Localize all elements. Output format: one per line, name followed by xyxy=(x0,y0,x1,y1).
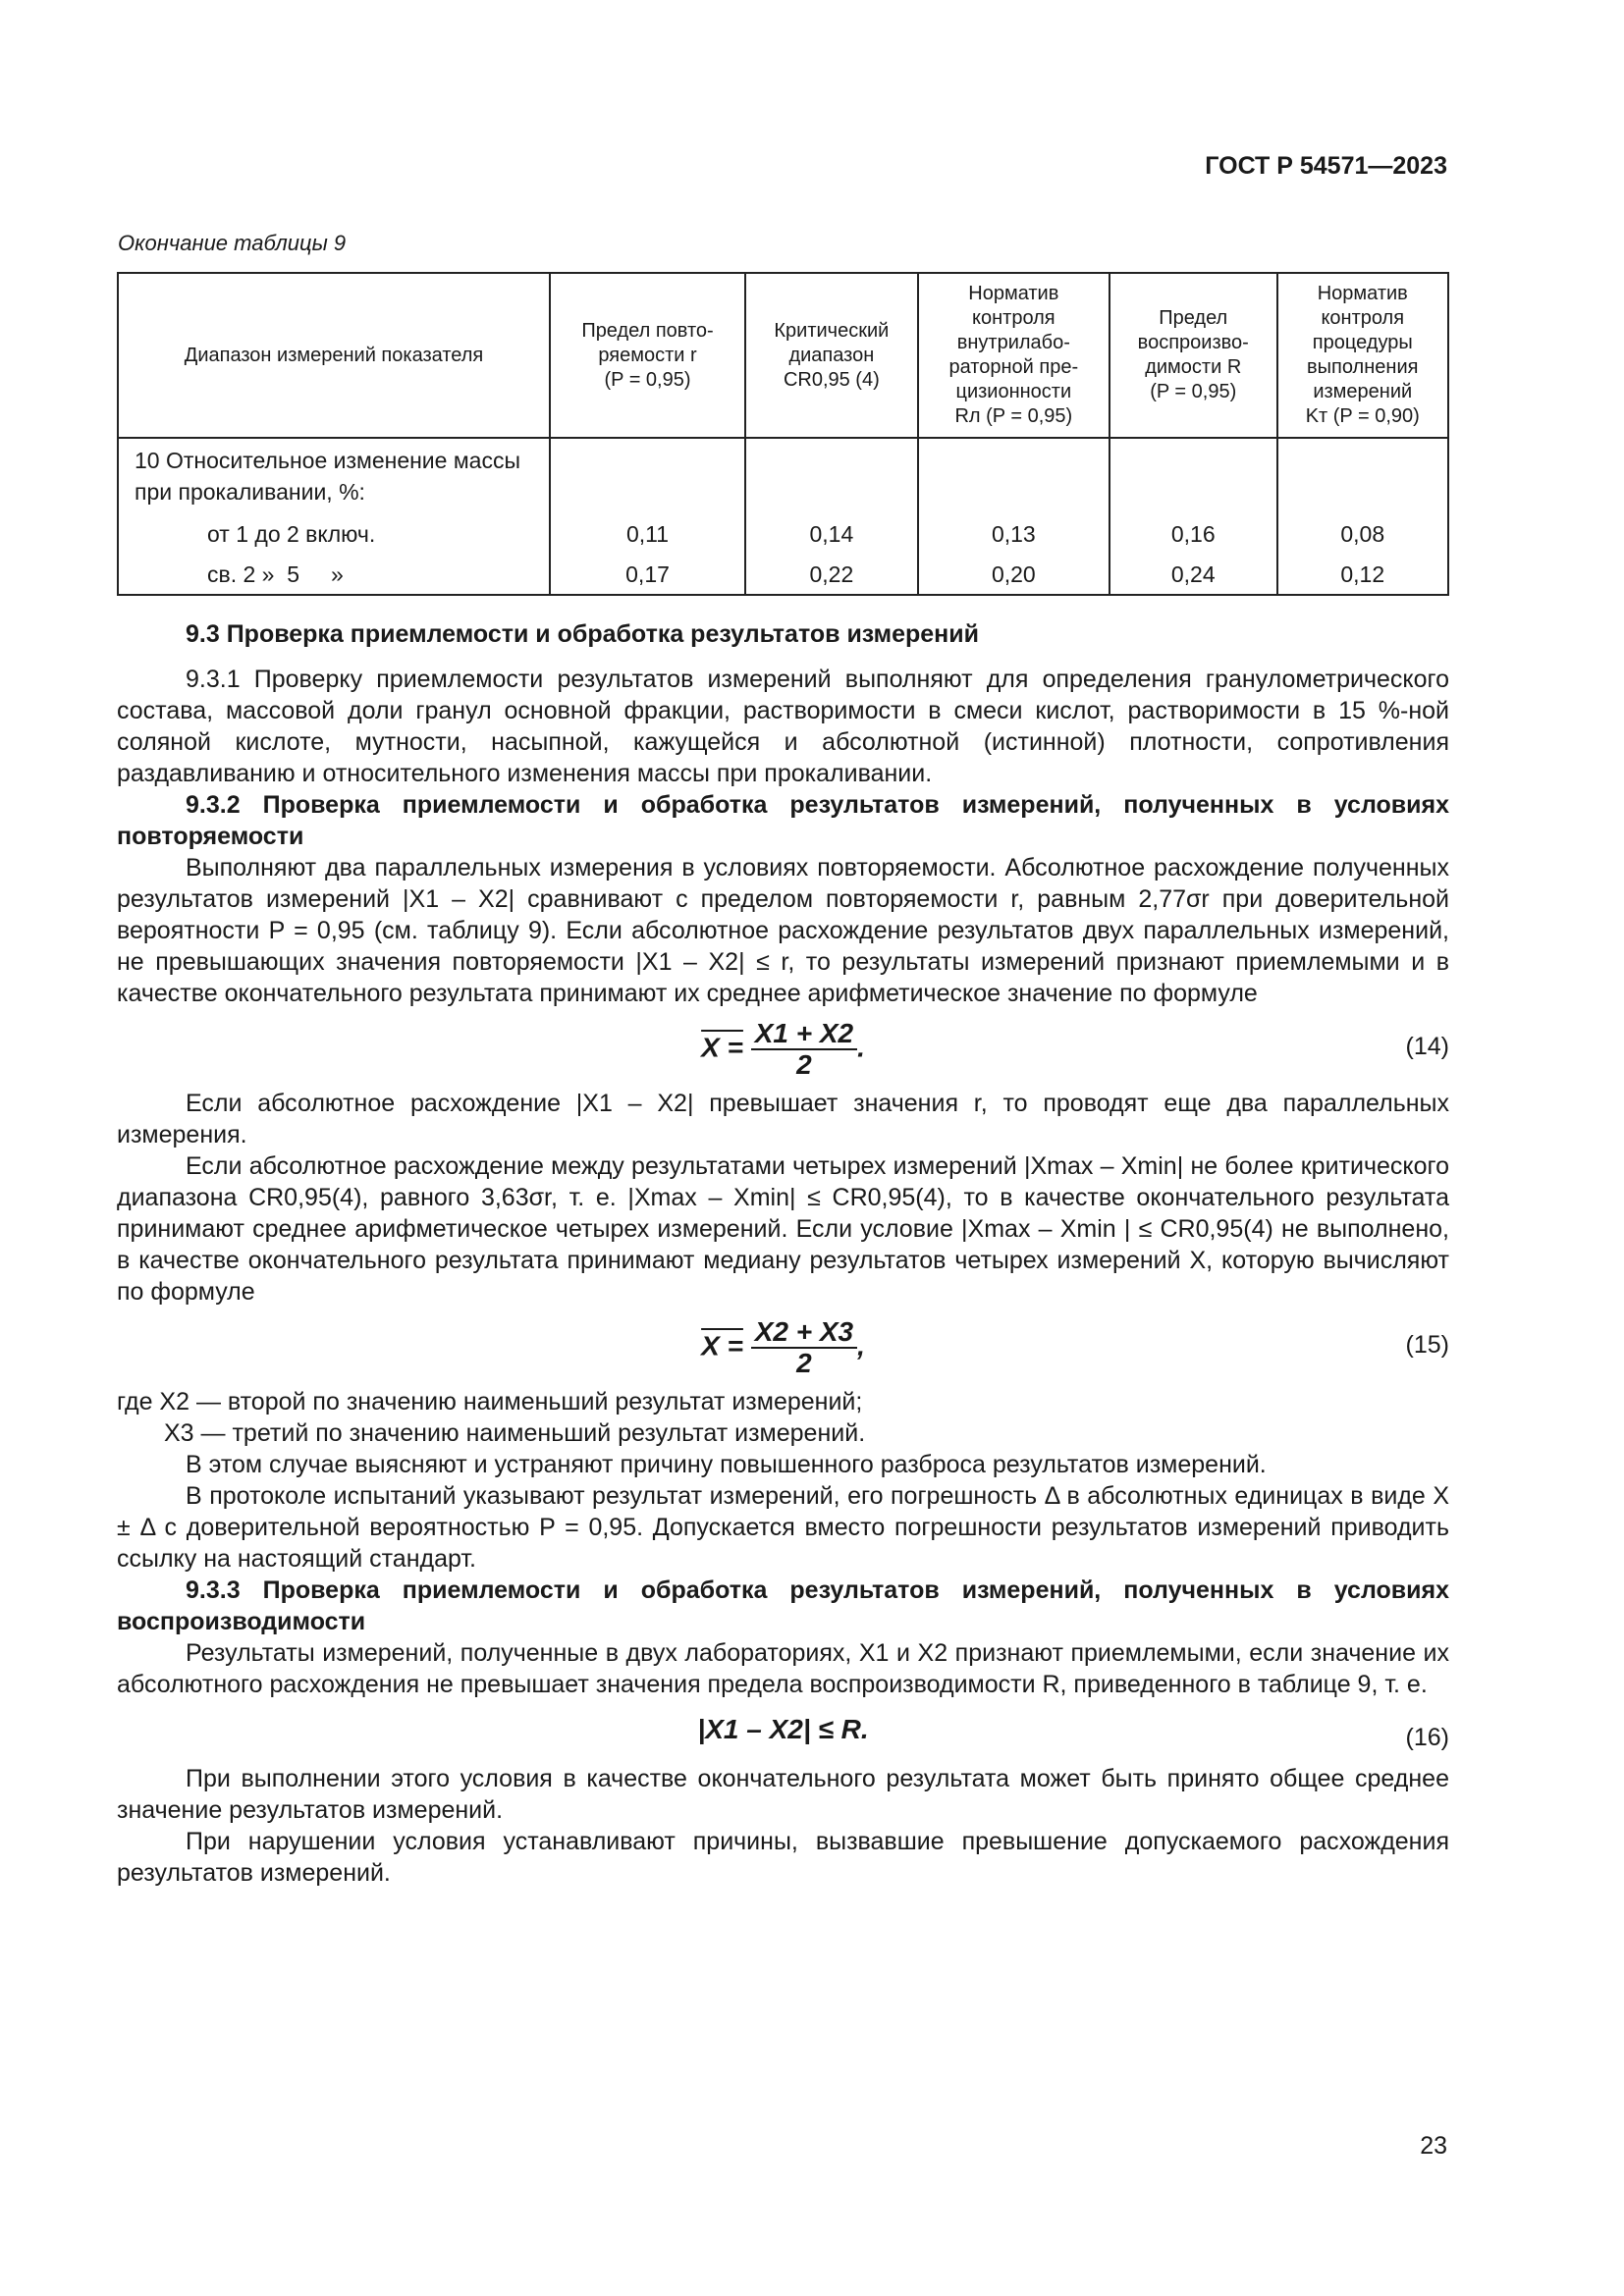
page-number: 23 xyxy=(1420,2132,1447,2160)
paragraph: При нарушении условия устанавливают причины, вызвавшие превышение допускаемого расхождения результатов измерений. xyxy=(117,1828,1449,1887)
cell: 0,13 xyxy=(918,514,1110,555)
col-header-text: Норматив контроля внутрилабо- раторной пре- цизионности Rл (P = 0,95) xyxy=(948,283,1079,427)
formula-14 xyxy=(117,1009,1449,1088)
formula-end: , xyxy=(857,1330,865,1362)
formula-16 xyxy=(117,1700,1449,1763)
formula-number: (15) xyxy=(1405,1331,1449,1359)
table-group-row xyxy=(118,438,1448,514)
table-9 xyxy=(117,272,1449,596)
col-header xyxy=(918,273,1110,438)
cell: 0,12 xyxy=(1277,555,1449,595)
formula-number: (16) xyxy=(1405,1724,1449,1751)
col-header-text: Предел воспроизво- димости R (P = 0,95) xyxy=(1137,307,1249,402)
formula-number: (14) xyxy=(1405,1033,1449,1060)
row-label: от 1 до 2 включ. xyxy=(118,514,550,555)
formula-lhs: X = xyxy=(701,1330,743,1362)
col-header xyxy=(1110,273,1277,438)
formula-numerator: X1 + X2 xyxy=(751,1019,857,1050)
cell: 0,16 xyxy=(1110,514,1277,555)
standard-code: ГОСТ Р 54571—2023 xyxy=(1205,152,1447,180)
section-heading: 9.3.3 Проверка приемлемости и обработка результатов измерений, полученных в условиях воспроизводимости xyxy=(117,1576,1449,1635)
formula-expression: |X1 – X2| ≤ R. xyxy=(697,1714,869,1744)
paragraph: 9.3.1 Проверку приемлемости результатов измерений выполняют для определения гранулометрического состава, массовой доли гранул основной фракции, растворимости в смеси кислот, растворимости в 15 %-ной соляной кислоте, мутности, насыпной, кажущейся и абсолютной (истинной) плотности, сопротивления раздавливанию и относительного изменения массы при прокаливании. xyxy=(117,666,1449,787)
body-text xyxy=(117,618,1449,1889)
col-header-text: Предел повто- ряемости r (P = 0,95) xyxy=(581,319,714,391)
paragraph: В этом случае выясняют и устраняют причину повышенного разброса результатов измерений. xyxy=(186,1451,1267,1478)
paragraph: При выполнении этого условия в качестве окончательного результата может быть принято общее среднее значение результатов измерений. xyxy=(117,1765,1449,1824)
cell: 0,17 xyxy=(550,555,745,595)
formula-15 xyxy=(117,1308,1449,1386)
cell: 0,24 xyxy=(1110,555,1277,595)
formula-denominator: 2 xyxy=(796,1348,812,1378)
formula-end: . xyxy=(857,1032,865,1063)
col-header xyxy=(550,273,745,438)
paragraph: Если абсолютное расхождение между результатами четырех измерений |Xmax – Xmin| не более критического диапазона CR0,95(4), равного 3,63σr, т. е. |Xmax – Xmin| ≤ CR0,95(4), то в качестве окончательного результата принимают среднее арифметическое четырех измерений. Если условие |Xmax – Xmin | ≤ CR0,95(4) не выполнено, в качестве окончательного результата принимают медиану результатов четырех измерений X, которую вычисляют по формуле xyxy=(117,1152,1449,1306)
cell: 0,08 xyxy=(1277,514,1449,555)
col-header xyxy=(1277,273,1449,438)
table-header-row xyxy=(118,273,1448,438)
table-row xyxy=(118,514,1448,555)
formula-lhs: X = xyxy=(701,1032,743,1063)
cell: 0,11 xyxy=(550,514,745,555)
paragraph: Результаты измерений, полученные в двух лабораториях, X1 и X2 признают приемлемыми, если значение их абсолютного расхождения не превышает значения предела воспроизводимости R, приведенного в таблице 9, т. е. xyxy=(117,1639,1449,1698)
where-line: X3 — третий по значению наименьший результат измерений. xyxy=(164,1419,866,1447)
paragraph: Если абсолютное расхождение |X1 – X2| превышает значения r, то проводят еще два параллельных измерения. xyxy=(117,1090,1449,1148)
row-label: св. 2 » 5 » xyxy=(118,555,550,595)
formula-numerator: X2 + X3 xyxy=(751,1317,857,1349)
col-header: Диапазон измерений показателя xyxy=(118,273,550,438)
cell: 0,14 xyxy=(745,514,918,555)
section-heading: 9.3 Проверка приемлемости и обработка результатов измерений xyxy=(186,620,980,648)
col-header-text: Норматив контроля процедуры выполнения измерений Kт (P = 0,90) xyxy=(1305,283,1420,427)
col-header xyxy=(745,273,918,438)
section-heading: 9.3.2 Проверка приемлемости и обработка результатов измерений, полученных в условиях повторяемости xyxy=(117,791,1449,850)
formula-denominator: 2 xyxy=(796,1049,812,1080)
paragraph: Выполняют два параллельных измерения в условиях повторяемости. Абсолютное расхождение полученных результатов измерений |X1 – X2| сравнивают с пределом повторяемости r, равным 2,77σr при доверительной вероятности P = 0,95 (см. таблицу 9). Если абсолютное расхождение результатов двух параллельных измерений, не превышающих значения повторяемости |X1 – X2| ≤ r, то результаты измерений признают приемлемыми и в качестве окончательного результата принимают их среднее арифметическое значение по формуле xyxy=(117,854,1449,1007)
col-header-text: Критический диапазон CR0,95 (4) xyxy=(774,319,890,391)
where-line: где X2 — второй по значению наименьший результат измерений; xyxy=(117,1388,863,1415)
paragraph: В протоколе испытаний указывают результат измерений, его погрешность Δ в абсолютных единицах в виде X ± Δ с доверительной вероятностью P = 0,95. Допускается вместо погрешности результатов измерений приводить ссылку на настоящий стандарт. xyxy=(117,1482,1449,1573)
cell: 0,22 xyxy=(745,555,918,595)
group-label: 10 Относительное изменение массы при прокаливании, %: xyxy=(118,438,550,514)
cell: 0,20 xyxy=(918,555,1110,595)
table-row xyxy=(118,555,1448,595)
table-caption: Окончание таблицы 9 xyxy=(118,231,347,255)
